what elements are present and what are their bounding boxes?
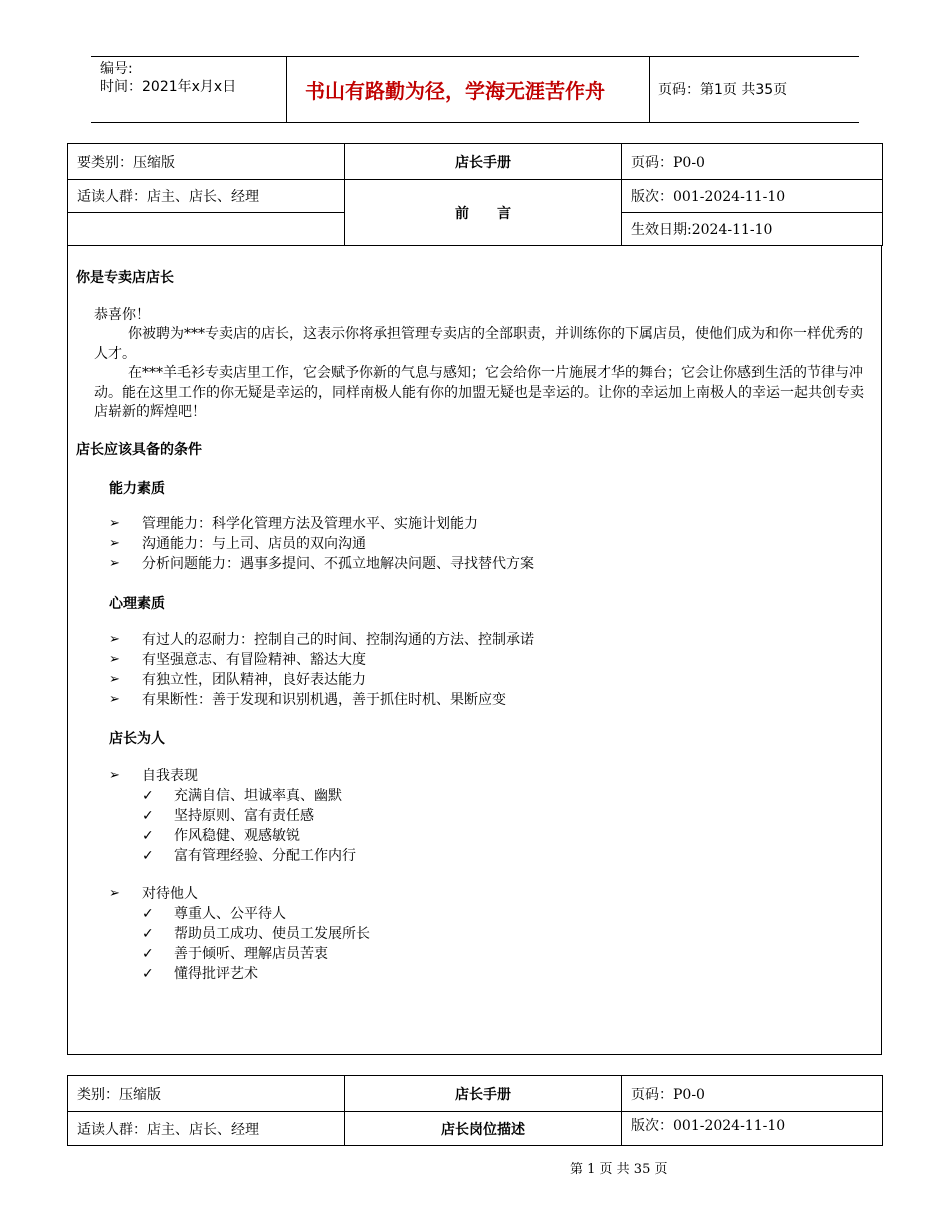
arrow-icon: ➢	[109, 632, 120, 647]
greeting: 恭喜你！	[94, 307, 150, 323]
list-item: 管理能力：科学化管理方法及管理水平、实施计划能力	[142, 516, 478, 532]
meta-title: 店长手册	[345, 144, 622, 180]
check-icon: ✓	[142, 906, 154, 922]
meta-category: 要类别：压缩版	[68, 144, 345, 180]
check-icon: ✓	[142, 828, 154, 844]
meta-empty-cell	[68, 213, 345, 246]
meta-effective-date: 生效日期:2024-11-10	[622, 213, 883, 246]
check-icon: ✓	[142, 808, 154, 824]
list-item: 坚持原则、富有责任感	[174, 808, 314, 824]
meta-section: 店长岗位描述	[345, 1112, 622, 1146]
check-icon: ✓	[142, 966, 154, 982]
list-item: 尊重人、公平待人	[174, 906, 286, 922]
arrow-icon: ➢	[109, 516, 120, 531]
check-icon: ✓	[142, 946, 154, 962]
header-rule-top	[91, 56, 859, 57]
meta-version: 版次：001-2024-11-10	[622, 1112, 883, 1146]
list-item: 有坚强意志、有冒险精神、豁达大度	[142, 652, 366, 668]
list-item: 有果断性：善于发现和识别机遇，善于抓住时机、果断应变	[142, 692, 506, 708]
subsection-heading: 店长为人	[109, 731, 165, 747]
header-time-label: 时间：2021年x月x日	[100, 79, 237, 95]
list-item: 有独立性，团队精神，良好表达能力	[142, 672, 366, 688]
paragraph: 在***羊毛衫专卖店里工作，它会赋予你新的气息与感知；它会给你一片施展才华的舞台；它会让你感到生活的节律与冲动。能在这里工作的你无疑是幸运的，同样南极人能有你的加盟无疑也是幸运的。让你的幸运加上南极人的幸运一起共创专卖店崭新的辉煌吧！	[94, 365, 864, 420]
meta-category: 类别：压缩版	[68, 1076, 345, 1112]
meta-page-code: 页码：P0-0	[622, 1076, 883, 1112]
header-motto: 书山有路勤为径，学海无涯苦作舟	[305, 79, 605, 103]
header-page-info: 页码：第1页 共35页	[658, 82, 788, 98]
meta-table-top	[67, 143, 883, 246]
footer-page-number: 第 1 页 共 35 页	[570, 1162, 668, 1177]
meta-section: 前 言	[345, 180, 622, 246]
check-icon: ✓	[142, 788, 154, 804]
arrow-icon: ➢	[109, 652, 120, 667]
list-item: 自我表现	[142, 768, 198, 784]
arrow-icon: ➢	[109, 536, 120, 551]
list-item: 善于倾听、理解店员苦衷	[174, 946, 328, 962]
arrow-icon: ➢	[109, 556, 120, 571]
header-rule-bottom	[91, 122, 859, 123]
paragraph: 你被聘为***专卖店的店长，这表示你将承担管理专卖店的全部职责，并训练你的下属店员，使他们成为和你一样优秀的人才。	[94, 326, 863, 362]
section-heading: 店长应该具备的条件	[76, 442, 202, 458]
meta-readers: 适读人群：店主、店长、经理	[68, 180, 345, 213]
list-item: 沟通能力：与上司、店员的双向沟通	[142, 536, 366, 552]
meta-page-code: 页码：P0-0	[622, 144, 883, 180]
subsection-heading: 心理素质	[109, 596, 165, 612]
header-divider	[286, 57, 287, 122]
list-item: 有过人的忍耐力：控制自己的时间、控制沟通的方法、控制承诺	[142, 632, 534, 648]
arrow-icon: ➢	[109, 692, 120, 707]
list-item: 充满自信、坦诚率真、幽默	[174, 788, 342, 804]
section-heading: 你是专卖店店长	[76, 270, 174, 286]
arrow-icon: ➢	[109, 672, 120, 687]
check-icon: ✓	[142, 926, 154, 942]
list-item: 帮助员工成功、使员工发展所长	[174, 926, 370, 942]
meta-title: 店长手册	[345, 1076, 622, 1112]
meta-table-bottom	[67, 1075, 883, 1146]
meta-version: 版次：001-2024-11-10	[622, 180, 883, 213]
meta-readers: 适读人群：店主、店长、经理	[68, 1112, 345, 1146]
list-item: 懂得批评艺术	[174, 966, 258, 982]
arrow-icon: ➢	[109, 768, 120, 783]
list-item: 富有管理经验、分配工作内行	[174, 848, 356, 864]
list-item: 对待他人	[142, 886, 198, 902]
arrow-icon: ➢	[109, 886, 120, 901]
list-item: 分析问题能力：遇事多提问、不孤立地解决问题、寻找替代方案	[142, 556, 534, 572]
list-item: 作风稳健、观感敏锐	[174, 828, 300, 844]
header-number-label: 编号:	[100, 61, 133, 77]
subsection-heading: 能力素质	[109, 481, 165, 497]
check-icon: ✓	[142, 848, 154, 864]
header-divider	[649, 57, 650, 122]
